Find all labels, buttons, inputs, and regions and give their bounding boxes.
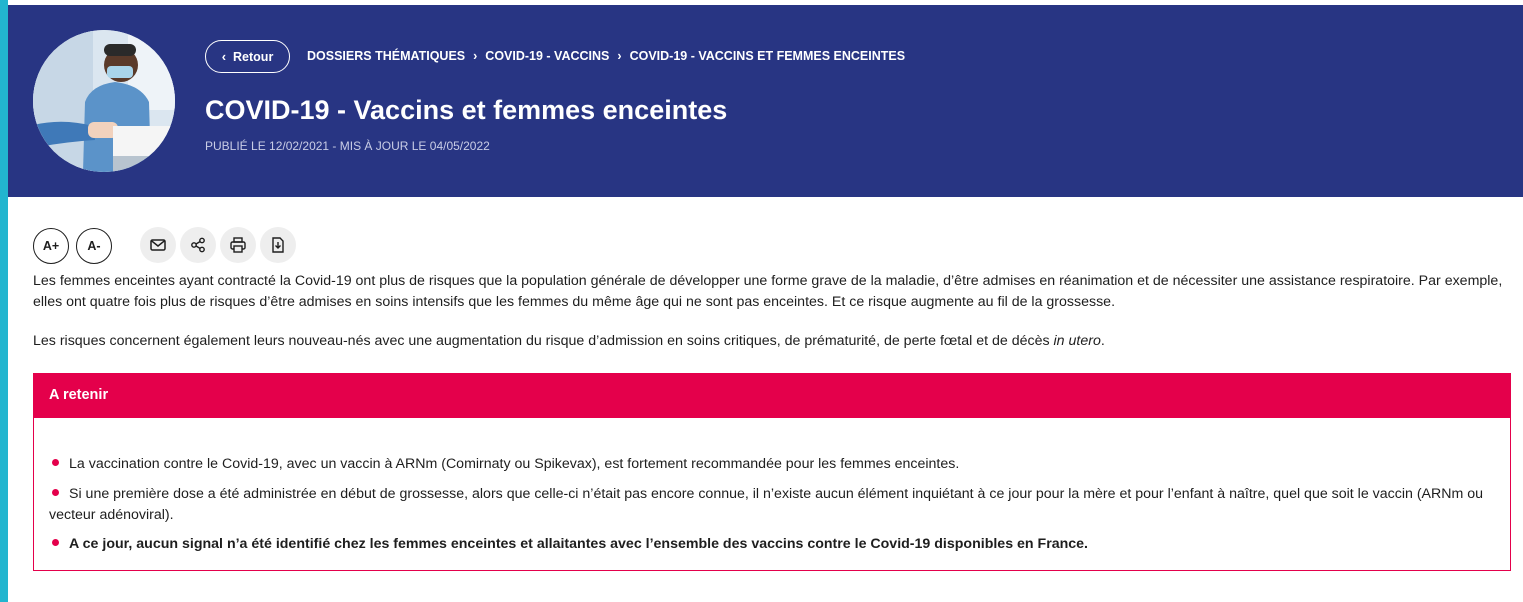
chevron-left-icon: ‹	[221, 49, 227, 64]
mail-icon	[149, 236, 167, 254]
list-item	[49, 454, 1499, 475]
email-button[interactable]	[140, 227, 176, 263]
risks-paragraph	[33, 331, 1513, 352]
list-item	[49, 534, 1499, 555]
intro-paragraph: Les femmes enceintes ayant contracté la Covid-19 ont plus de risques que la population générale de développer une forme grave de la maladie, d’être admises en réanimation et de nécessiter une assistance respiratoire. Par exemple, elles ont quatre fois plus de risques d’être admises en soins intensifs que les femmes du même âge qui ne sont pas enceintes. Et ce risque augmente au fil de la grossesse.	[33, 273, 1503, 310]
list-item-text: Si une première dose a été administrée en début de grossesse, alors que celle-ci n’était pas encore connue, il n’existe aucun élément inquiétant à ce jour pour la mère et pour l’enfant à naître, quel que soit le vaccin (ARNm ou vecteur adénoviral).	[49, 486, 1484, 523]
publication-dates: PUBLIÉ LE 12/02/2021 - MIS À JOUR LE 04/05/2022	[205, 139, 490, 153]
risks-end: .	[1100, 333, 1105, 349]
retour-label: Retour	[233, 49, 274, 64]
list-item-text: La vaccination contre le Covid-19, avec un vaccin à ARNm (Comirnaty ou Spikevax), est fortement recommandée pour les femmes enceintes.	[69, 456, 960, 472]
breadcrumb-item-dossiers[interactable]: DOSSIERS THÉMATIQUES	[307, 49, 466, 63]
retenir-title: A retenir	[34, 374, 1510, 418]
retour-button[interactable]	[205, 40, 290, 73]
bullet-icon	[52, 489, 59, 496]
download-icon	[269, 236, 287, 254]
breadcrumb-item-current[interactable]: COVID-19 - VACCINS ET FEMMES ENCEINTES	[629, 49, 906, 63]
breadcrumb-item-vaccins[interactable]: COVID-19 - VACCINS	[485, 49, 610, 63]
share-icon	[189, 236, 207, 254]
chevron-right-icon: ›	[617, 49, 622, 63]
font-increase-button[interactable]: A+	[33, 228, 69, 264]
page-header	[8, 5, 1523, 197]
bullet-icon	[52, 539, 59, 546]
bullet-icon	[52, 459, 59, 466]
share-button[interactable]	[180, 227, 216, 263]
print-icon	[229, 236, 247, 254]
left-accent-bar	[0, 0, 8, 602]
risks-text: Les risques concernent également leurs nouveau-nés avec une augmentation du risque d’admission en soins critiques, de prématurité, de perte fœtal et de décès	[33, 333, 1054, 349]
list-item-text: A ce jour, aucun signal n’a été identifié chez les femmes enceintes et allaitantes avec l’ensemble des vaccins contre le Covid-19 disponibles en France.	[69, 536, 1088, 552]
chevron-right-icon: ›	[473, 49, 478, 63]
font-decrease-button[interactable]: A-	[76, 228, 112, 264]
print-button[interactable]	[220, 227, 256, 263]
page-title: COVID-19 - Vaccins et femmes enceintes	[205, 95, 728, 125]
risks-italic: in utero	[1053, 333, 1101, 349]
breadcrumb	[307, 49, 905, 63]
retenir-box	[33, 373, 1511, 571]
download-button[interactable]	[260, 227, 296, 263]
header-photo	[33, 30, 175, 172]
list-item	[49, 484, 1499, 526]
